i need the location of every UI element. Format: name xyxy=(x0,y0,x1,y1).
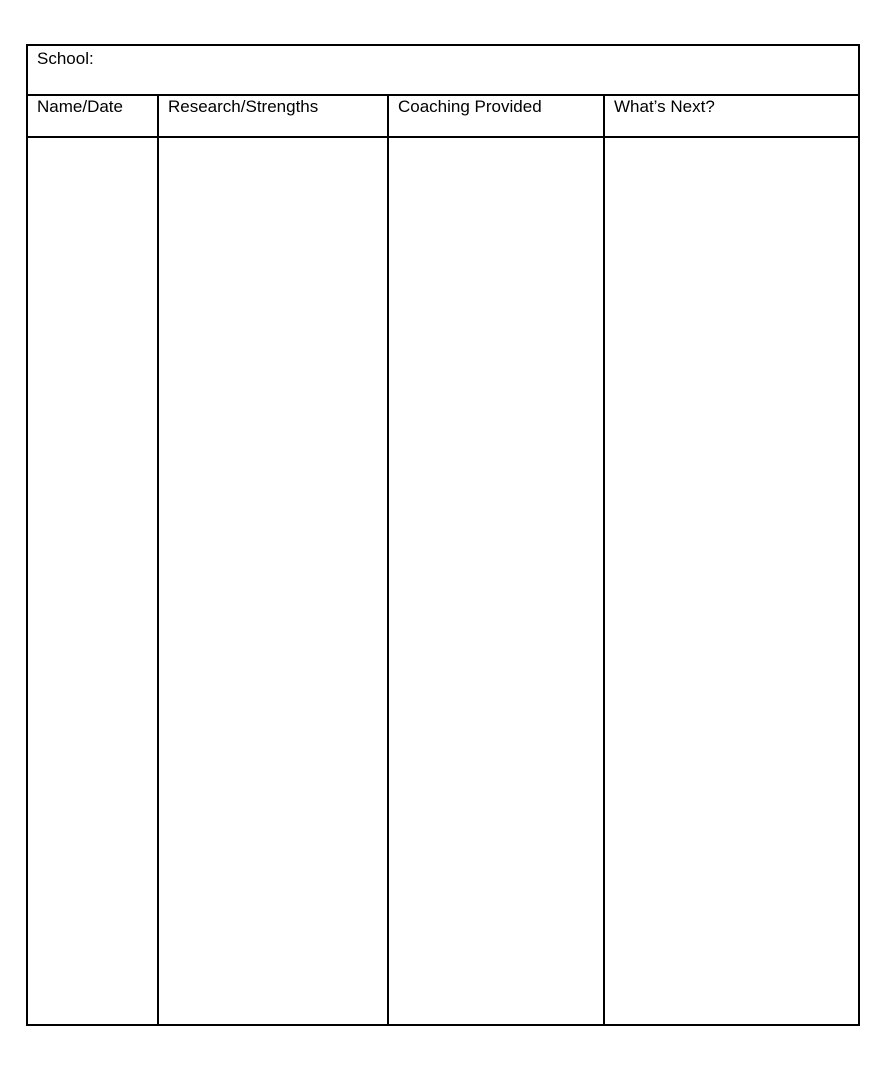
column-header-name-date xyxy=(28,96,157,136)
column-header-research-strengths xyxy=(159,96,387,136)
column-header-coaching-provided xyxy=(389,96,603,136)
name-date-cell[interactable] xyxy=(28,138,157,1024)
column-header-label: What’s Next? xyxy=(614,97,715,116)
school-label: School: xyxy=(37,49,94,68)
column-header-whats-next xyxy=(605,96,858,136)
whats-next-cell[interactable] xyxy=(605,138,858,1024)
column-header-label: Coaching Provided xyxy=(398,97,542,116)
column-header-row xyxy=(28,96,858,138)
research-strengths-cell[interactable] xyxy=(159,138,387,1024)
school-field-row[interactable] xyxy=(28,46,858,96)
column-header-label: Research/Strengths xyxy=(168,97,319,116)
column-header-label: Name/Date xyxy=(37,97,123,116)
coaching-provided-cell[interactable] xyxy=(389,138,603,1024)
coaching-log-table xyxy=(26,44,860,1026)
